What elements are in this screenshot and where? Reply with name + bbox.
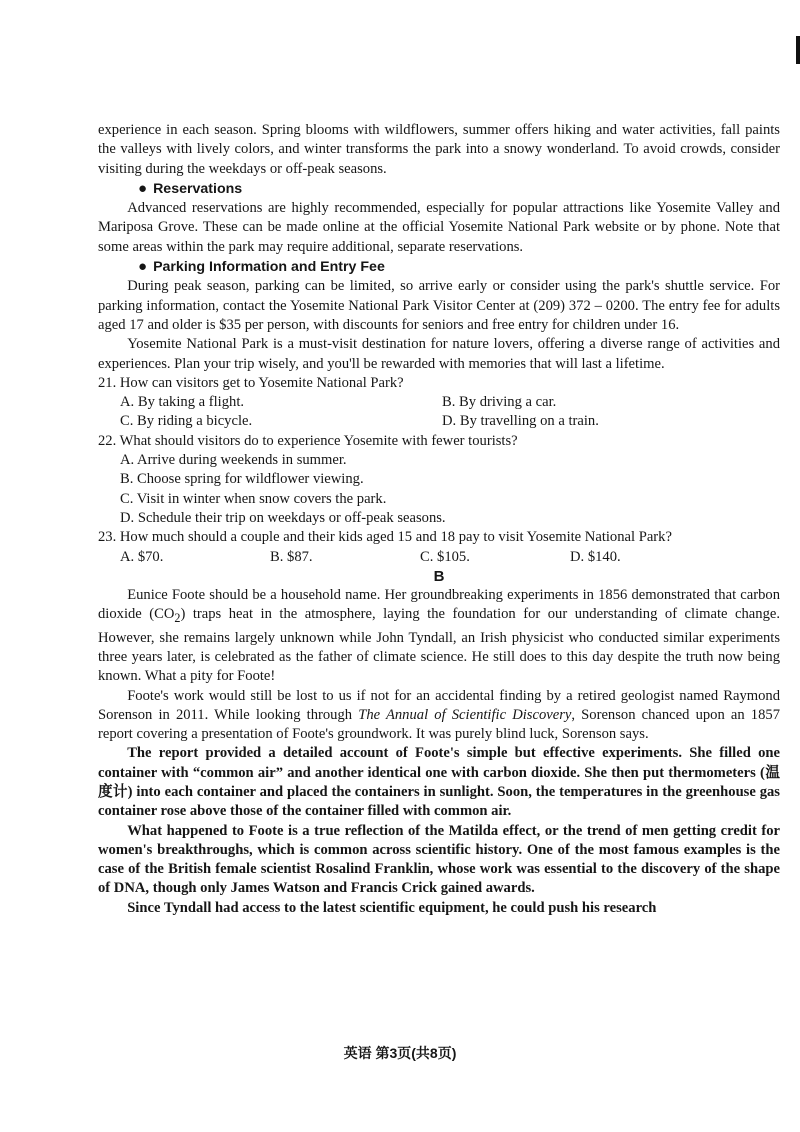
option-23-c: C. $105. [420,548,470,565]
option-23-a: A. $70. [120,548,164,565]
option-22-d: D. Schedule their trip on weekdays or off-peak seasons. [120,509,446,526]
closing-paragraph: Yosemite National Park is a must-visit destination for nature lovers, offering a diverse range of activities and experiences. Plan your trip wisely, and you'll be rewarded with memories that will last a lifetime. [98,336,780,372]
question-22-text: 22. What should visitors do to experience Yosemite with fewer tourists? [98,432,518,449]
parking-heading-text: Parking Information and Entry Fee [153,259,385,276]
bullet-icon: ● [138,258,148,276]
passage-a-paragraph-1: experience in each season. Spring blooms with wildflowers, summer offers hiking and water activities, fall paints the valleys with lively colors, and winter transforms the park into a snowy wonderland. To avoid crowds, consider visiting during the weekdays or off-peak seasons. [98,122,780,177]
passage-b-paragraph-2 [98,687,780,745]
passage-b-p1-part-2: ) traps heat in the atmosphere, laying the foundation for our understanding of climate change. However, she remains largely unknown while John Tyndall, an Irish physicist who conducted similar experiments three years later, is celebrated as the father of climate science. He still does to this day despite the truth now being known. What a pity for Foote! [98,606,780,685]
bullet-icon: ● [138,179,148,197]
option-21-c: C. By riding a bicycle. [120,413,253,430]
passage-b-paragraph-3: The report provided a detailed account of Foote's simple but effective experiments. She filled one container with “common air” and another identical one with carbon dioxide. She then put thermometers (温度计) into each container and placed the containers in sunlight. Soon, the temperatures in the greenhouse gas container rose above those of the container filled with common air. [98,745,780,820]
question-23-text: 23. How much should a couple and their kids aged 15 and 18 pay to visit Yosemite National Park? [98,529,672,546]
reservations-heading [98,179,780,199]
passage-b-paragraph-4: What happened to Foote is a true reflection of the Matilda effect, or the trend of men getting credit for women's breakthroughs, which is common across scientific history. One of the most famous examples is the case of the British female scientist Rosalind Franklin, whose work was essential to the discovery of the shape of DNA, though only James Watson and Francis Crick gained awards. [98,822,780,897]
passage-b-p1-part-1: Eunice Foote should be a household name. Her groundbreaking experiments in 1856 demonstrated that carbon dioxide (CO [98,587,780,623]
question-21 [98,374,780,432]
question-21-options-row-1 [98,393,780,412]
option-21-a: A. By taking a flight. [120,394,245,411]
journal-title: The Annual of Scientific Discovery [358,706,572,723]
option-22-b: B. Choose spring for wildflower viewing. [120,471,364,488]
question-22 [98,432,780,528]
option-23-d: D. $140. [570,548,621,565]
passage-b-paragraph-1 [98,586,780,686]
section-b-title: B [433,567,445,585]
option-23-b: B. $87. [270,548,313,565]
parking-heading [98,257,780,277]
page-footer: 英语 第3页(共8页) [343,1045,457,1061]
option-22-a: A. Arrive during weekends in summer. [120,452,347,469]
passage-b-p2-part-1: Foote's work would still be lost to us if not for an accidental finding by a retired geologist named Raymond Sorenson in 2011. While looking through [98,687,780,723]
question-21-text: 21. How can visitors get to Yosemite National Park? [98,374,404,391]
question-23-options [98,548,780,567]
option-21-d: D. By travelling on a train. [442,413,599,430]
option-21-b: B. By driving a car. [442,394,557,411]
question-21-options-row-2 [98,412,780,431]
co2-subscript: 2 [174,611,181,626]
passage-b-p2-part-2: , Sorenson chanced upon an 1857 report covering a presentation of Foote's groundwork. It was purely blind luck, Sorenson says. [98,706,780,743]
exam-page [98,121,780,918]
reservations-heading-text: Reservations [153,180,243,197]
passage-b-paragraph-5: Since Tyndall had access to the latest scientific equipment, he could push his research [127,899,657,916]
reservations-paragraph: Advanced reservations are highly recommended, especially for popular attractions like Yosemite Valley and Mariposa Grove. These can be made online at the official Yosemite National Park website or by phone. Note that some areas within the park may require additional, separate reservations. [98,200,780,255]
page-edge-mark [796,36,800,64]
parking-paragraph: During peak season, parking can be limited, so arrive early or consider using the park's shuttle service. For parking information, contact the Yosemite National Park Visitor Center at (209) 372 – 0200. The entry fee for adults aged 17 and older is $35 per person, with discounts for seniors and free entry for children under 16. [98,278,780,333]
option-22-c: C. Visit in winter when snow covers the park. [120,490,387,507]
question-23 [98,528,780,567]
